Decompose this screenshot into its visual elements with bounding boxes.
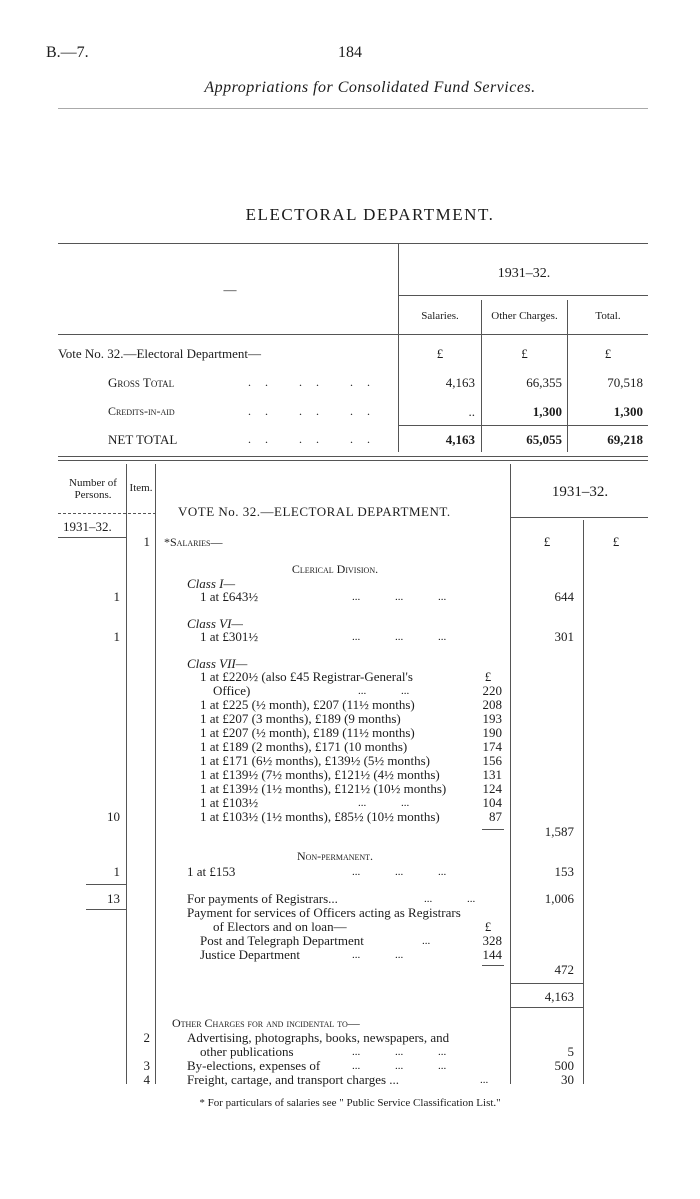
ellipsis: ... [395,1046,404,1058]
persons-col-rule [126,464,127,1084]
col-item: Item. [129,482,153,494]
vote-label: Vote No. 32.—Electoral Department— [58,346,262,361]
salaries-total-rule-bottom [510,1007,583,1008]
ellipsis: ... [358,797,367,809]
currency-other: £ [521,346,528,361]
item-col-rule [155,464,156,1084]
item-number: 3 [143,1058,150,1073]
class-7-line-dots [358,797,409,809]
persons-total-rule-bottom [86,909,126,910]
class-7-value: 190 [482,725,502,740]
class-7-line: 1 at £220½ (also £45 Registrar-General's [200,669,413,684]
row-salaries: .. [468,404,475,419]
header-rule [58,108,648,109]
class-7-value: 124 [482,781,502,796]
class-7-value: 193 [482,711,502,726]
officers-pound: £ [484,919,492,934]
summary-divider [398,244,399,452]
item-amount: 5 [567,1044,574,1059]
col-salaries: Salaries. [421,310,459,322]
class-7-value: 174 [482,739,502,754]
row-other: 66,355 [526,375,562,390]
pound-col-1: £ [543,534,551,549]
footnote: * For particulars of salaries see " Public Service Classification List." [199,1097,501,1109]
summary-bottom-rule [58,456,648,457]
row-total: 1,300 [613,404,643,419]
item-text: Advertising, photographs, books, newspapers, and [187,1030,450,1045]
item-dots [480,1074,488,1086]
item-text-2: other publications [200,1044,294,1059]
item-text: By-elections, expenses of [187,1058,321,1073]
class-7-line: 1 at £171 (6½ months), £139½ (5½ months) [200,753,431,768]
ellipsis: ... [395,591,404,603]
registrars-amount: 1,006 [544,891,574,906]
non-permanent-amount: 153 [554,864,574,879]
ellipsis: ... [352,1060,361,1072]
row-label: Gross Total [108,375,175,390]
summary-header-rule [58,334,648,335]
item-amount: 30 [561,1072,574,1087]
item-dots [352,1046,446,1058]
col-total: Total. [595,310,621,322]
ellipsis: ... [422,935,431,947]
officers-item-value: 328 [482,933,502,948]
row-dots: .. .. .. [248,432,384,446]
total-persons: 13 [107,891,120,906]
class-7-label: Class VII— [187,656,248,671]
class-6-line: 1 at £301½ [200,629,259,644]
ellipsis: ... [401,797,410,809]
ellipsis: ... [395,949,404,961]
officers-line-1: Payment for services of Officers acting as Registrars [187,905,461,920]
summary-dash: — [223,282,237,297]
department-title: ELECTORAL DEPARTMENT. [245,205,495,224]
ellipsis: ... [438,1060,447,1072]
class-7-line: 1 at £103½ (1½ months), £85½ (10½ months) [200,809,440,824]
ellipsis: ... [438,1046,447,1058]
class-7-line: 1 at £207 (½ month), £189 (11½ months) [200,725,415,740]
col-number-of-persons: Number of Persons. [69,477,117,501]
ellipsis: ... [352,591,361,603]
class-7-persons: 10 [107,809,120,824]
item-number: 4 [143,1072,150,1087]
salaries-heading: *Salaries— [164,535,223,549]
col-other-charges: Other Charges. [491,310,558,322]
ellipsis: ... [467,893,476,905]
class-1-label: Class I— [187,576,236,591]
ellipsis: ... [480,1074,489,1086]
row-other: 65,055 [526,432,562,447]
class-7-value: 87 [489,809,502,824]
section-code: B.—7. [46,44,89,61]
salaries-total: 4,163 [544,989,574,1004]
item-text: Freight, cartage, and transport charges ... [187,1072,400,1087]
persons-header-rule [58,513,156,514]
summary-top-rule [58,243,648,244]
officers-item-dots [352,949,403,961]
row-dots: .. .. .. [248,375,384,389]
class-7-pound: £ [484,669,492,684]
non-permanent-persons: 1 [113,864,120,879]
row-label: NET TOTAL [108,432,178,447]
salaries-total-rule [510,983,583,984]
row-dots: .. .. .. [248,404,384,418]
row-salaries: 4,163 [445,375,475,390]
ellipsis: ... [358,685,367,697]
non-permanent-heading: Non-permanent. [296,849,374,863]
officers-item-dots [422,935,430,947]
amount2-col-rule [583,520,584,1084]
class-7-amount: 1,587 [544,824,574,839]
class-6-dots [352,631,446,643]
class-1-amount: 644 [554,589,574,604]
item-amount: 500 [554,1058,574,1073]
class-1-line: 1 at £643½ [200,589,259,604]
ellipsis: ... [438,591,447,603]
class-6-persons: 1 [113,629,120,644]
net-total-rule [398,425,648,426]
officers-line-2: of Electors and on loan— [213,919,347,934]
row-salaries: 4,163 [445,432,475,447]
officers-amount: 472 [554,962,574,977]
class-7-value: 104 [482,795,502,810]
ellipsis: ... [352,949,361,961]
ellipsis: ... [395,1060,404,1072]
class-7-value: 208 [482,697,502,712]
row-total: 70,518 [607,375,643,390]
class-7-line: 1 at £139½ (7½ months), £121½ (4½ months) [200,767,440,782]
officers-sum-rule [482,965,504,966]
ellipsis: ... [352,866,361,878]
class-7-line: 1 at £207 (3 months), £189 (9 months) [200,711,401,726]
clerical-division-heading: Clerical Division. [291,562,379,576]
detail-year-rule [510,517,648,518]
class-1-persons: 1 [113,589,120,604]
detail-year: 1931–32. [551,484,609,500]
class-7-sum-rule [482,829,504,830]
persons-year-rule [58,537,126,538]
officers-item: Justice Department [200,947,300,962]
officers-item-value: 144 [482,947,502,962]
ellipsis: ... [424,893,433,905]
row-other: 1,300 [532,404,562,419]
amount-col-rule [510,464,511,1084]
persons-total-rule [86,884,126,885]
class-7-line-dots [358,685,409,697]
ellipsis: ... [438,866,447,878]
item-number: 1 [143,534,150,549]
class-7-line: 1 at £189 (2 months), £171 (10 months) [200,739,408,754]
non-permanent-dots [352,866,446,878]
row-label: Credits-in-aid [108,404,175,418]
class-6-amount: 301 [554,629,574,644]
persons-year: 1931–32. [63,519,112,534]
class-7-value: 220 [482,683,502,698]
registrars-line: For payments of Registrars... [187,891,338,906]
summary-year: 1931–32. [497,266,551,281]
ellipsis: ... [352,631,361,643]
summary-bottom-rule-2 [58,460,648,461]
currency-salaries: £ [436,346,444,361]
item-dots [352,1060,446,1072]
class-7-line: 1 at £139½ (1½ months), £121½ (10½ months) [200,781,447,796]
vote-title: VOTE No. 32.—ELECTORAL DEPARTMENT. [178,504,451,519]
item-number: 2 [143,1030,150,1045]
class-7-line: Office) [213,683,251,698]
page-number: 184 [338,44,362,61]
ellipsis: ... [352,1046,361,1058]
summary-year-rule [398,295,648,296]
registrars-dots [424,893,475,905]
other-charges-heading: Other Charges for and incidental to— [172,1016,360,1030]
class-7-line: 1 at £225 (½ month), £207 (11½ months) [200,697,415,712]
class-7-line: 1 at £103½ [200,795,259,810]
ellipsis: ... [395,631,404,643]
ellipsis: ... [395,866,404,878]
class-1-dots [352,591,446,603]
class-6-label: Class VI— [187,616,243,631]
row-total: 69,218 [607,432,643,447]
ellipsis: ... [401,685,410,697]
pound-col-2: £ [612,534,620,549]
class-7-value: 131 [482,767,502,782]
currency-total: £ [604,346,612,361]
officers-item: Post and Telegraph Department [200,933,364,948]
running-title: Appropriations for Consolidated Fund Services. [204,79,536,96]
class-7-value: 156 [482,753,502,768]
non-permanent-line: 1 at £153 [187,864,236,879]
ellipsis: ... [438,631,447,643]
